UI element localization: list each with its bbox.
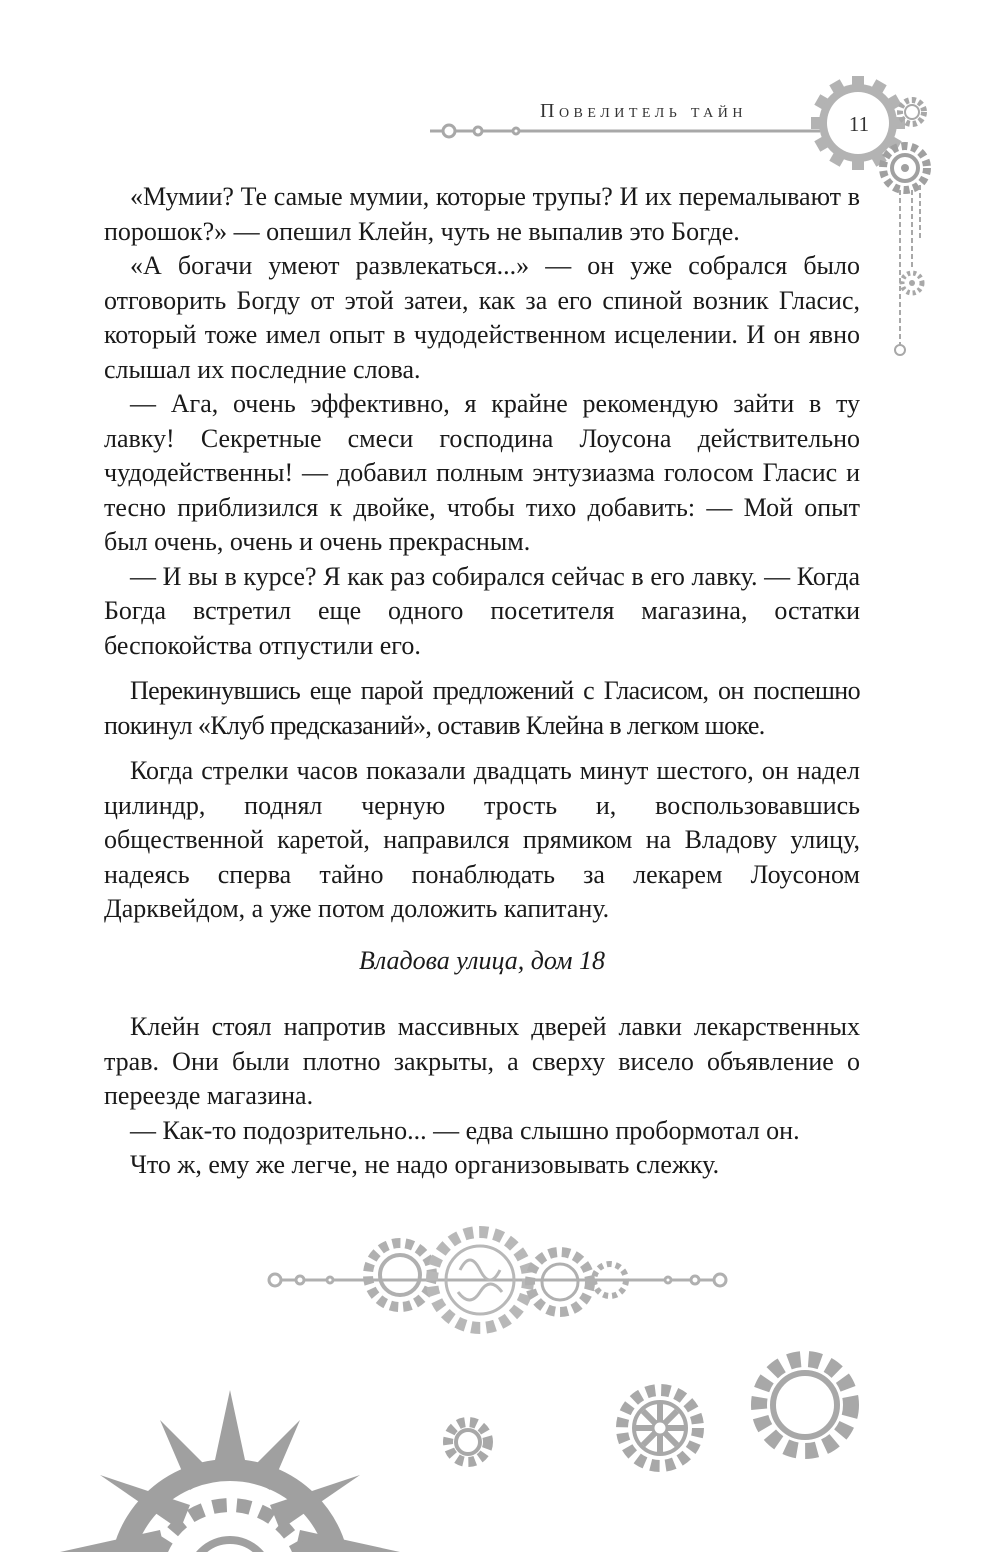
running-title: Повелитель тайн xyxy=(540,100,748,122)
paragraph: — Как-то подозрительно... — едва слышно пробормотал он. xyxy=(130,1115,800,1145)
main-text-continued xyxy=(104,1010,860,1183)
paragraph: — Ага, очень эффективно, я крайне рекомендую зайти в ту лавку! Секретные смеси господина Лоусона действительно чудодейственны! — добавил полным энтузиазма голосом Гласис и тесно приблизился к двойке, чтобы тихо добавить: — Мой опыт был очень, очень и очень прекрасным. xyxy=(104,389,860,556)
small-gear-icon xyxy=(900,100,924,124)
paragraph: «Мумии? Те самые мумии, которые трупы? И их перемалывают в порошок?» — опешил Клейн, чуть не выпалив это Богде. xyxy=(104,182,860,246)
paragraph: Перекинувшись еще парой предложений с Гласисом, он поспешно покинул «Клуб предсказаний», оставив Клейна в легком шоке. xyxy=(104,676,860,740)
paragraph: «А богачи умеют развлекаться...» — он уже собрался было отговорить Богду от этой затеи, как за его спиной возник Гласис, который тоже имел опыт в чудодейственном исцелении. И он явно слышал их последние слова. xyxy=(104,251,860,384)
scene-heading: Владова улица, дом 18 xyxy=(358,946,606,975)
gear-divider-ornament xyxy=(0,1220,1000,1340)
small-gear-icon xyxy=(436,1410,500,1474)
hanging-gear-icon xyxy=(902,273,922,293)
paragraph: Что ж, ему же легче, не надо организовывать слежку. xyxy=(130,1150,720,1179)
gear-icon xyxy=(883,146,927,190)
page-number: 11 xyxy=(848,112,870,136)
gear-icon xyxy=(740,1340,870,1470)
sun-gear-icon xyxy=(40,1380,420,1552)
paragraph: Когда стрелки часов показали двадцать минут шестого, он надел цилиндр, поднял черную трость и, воспользовавшись общественной каретой, направился прямиком на Владову улицу, надеясь сперва тайно понаблюдать за лекарем Лоусоном Дарквейдом, а уже потом доложить капитану. xyxy=(104,756,860,923)
paragraph: Клейн стоял напротив массивных дверей лавки лекарственных трав. Они были плотно закрыты, а сверху висело объявление о переезде магазина. xyxy=(104,1012,860,1110)
main-text xyxy=(104,180,860,927)
spoked-gear-icon xyxy=(610,1378,710,1478)
paragraph: — И вы в курсе? Я как раз собирался сейчас в его лавку. — Когда Богда встретил еще одного посетителя магазина, остатки беспокойства отпустили его. xyxy=(104,561,860,660)
